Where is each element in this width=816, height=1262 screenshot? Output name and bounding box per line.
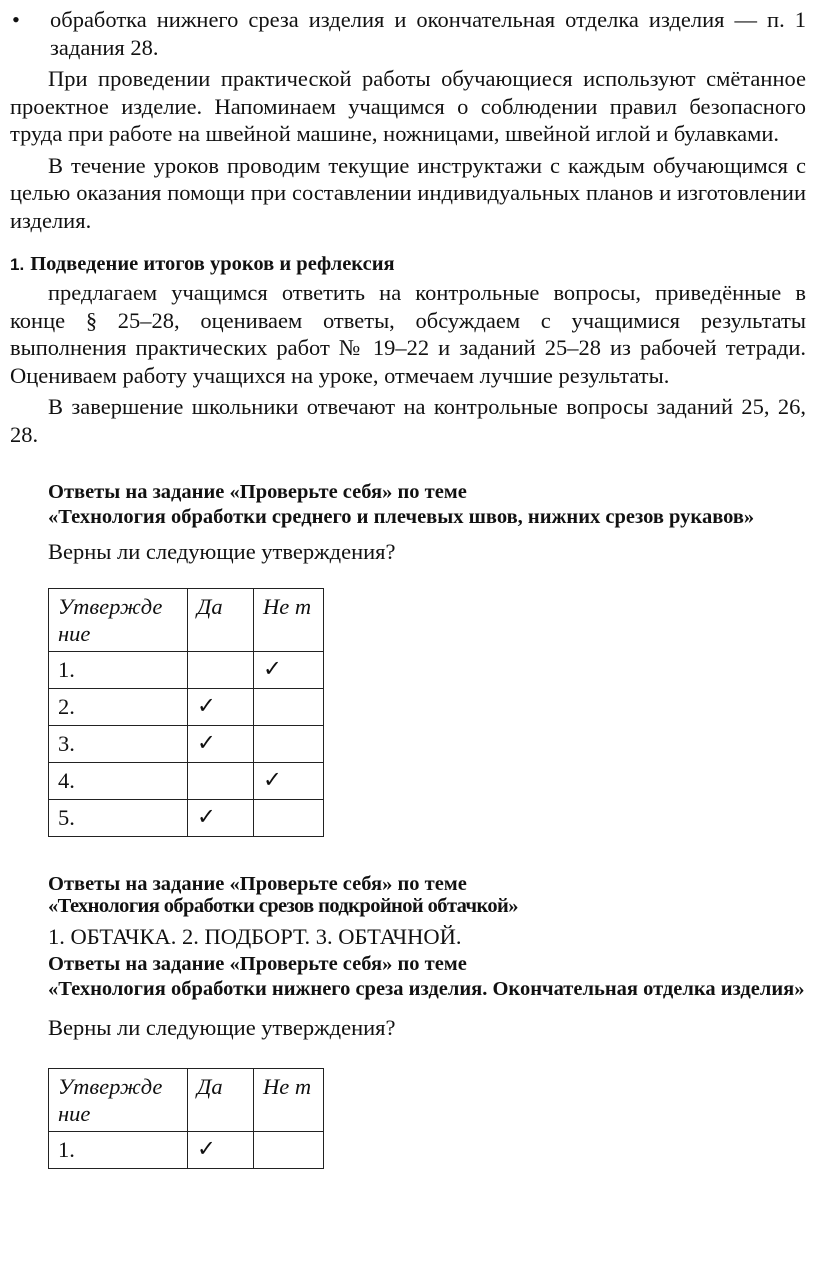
table-row [49, 762, 324, 799]
paragraph-summary: предлагаем учащимся ответить на контрольные вопросы, приведённые в конце § 25–28, оцениваем ответы, обсуждаем с учащимися результаты выполнения практических работ № 19–22 и заданий 25–28 из рабочей тетради. Оцениваем работу учащихся на уроке, отмечаем лучшие результаты. [10, 280, 806, 388]
block3-table [48, 1068, 324, 1169]
table-row [49, 799, 324, 836]
section-title: Подведение итогов уроков и рефлексия [30, 253, 395, 275]
bullet-symbol: • [12, 7, 20, 32]
bullet-item [10, 6, 806, 61]
answers-block-1 [10, 480, 806, 837]
table-row [49, 725, 324, 762]
block2-answers: 1. ОБТАЧКА. 2. ПОДБОРТ. 3. ОБТАЧНОЙ. [48, 923, 462, 949]
no-check-icon [254, 688, 324, 725]
table-header-row [49, 588, 324, 651]
no-check-icon [254, 1131, 324, 1168]
table-header-row [49, 1068, 324, 1131]
answers-block-3 [10, 952, 806, 1169]
block1-question: Верны ли следующие утверждения? [48, 539, 396, 564]
section-heading [10, 252, 806, 277]
block2-heading-line1: Ответы на задание «Проверьте себя» по теме [48, 872, 467, 895]
row-label: 2. [49, 688, 188, 725]
no-check-icon: ✓ [254, 762, 324, 799]
table-row [49, 1131, 324, 1168]
header-statement: Утвержде ние [49, 1068, 188, 1131]
document-page [10, 6, 806, 1169]
row-label: 4. [49, 762, 188, 799]
yes-check-icon: ✓ [188, 725, 254, 762]
header-yes: Да [188, 588, 254, 651]
header-no: Не т [254, 1068, 324, 1131]
paragraph-instructions: В течение уроков проводим текущие инструктажи с каждым обучающимся с целью оказания помощи при составлении индивидуальных планов и изготовлении изделия. [10, 152, 806, 233]
table-row [49, 688, 324, 725]
row-label: 1. [49, 651, 188, 688]
section-number: 1. [10, 255, 25, 274]
yes-check-icon: ✓ [188, 1131, 254, 1168]
yes-check-icon: ✓ [188, 688, 254, 725]
yes-check-icon [188, 762, 254, 799]
answers-block-2 [10, 873, 806, 951]
row-label: 1. [49, 1131, 188, 1168]
no-check-icon [254, 725, 324, 762]
block1-table [48, 588, 324, 837]
row-label: 3. [49, 725, 188, 762]
header-statement: Утвержде ние [49, 588, 188, 651]
yes-check-icon [188, 651, 254, 688]
table-row [49, 651, 324, 688]
block1-heading-line1: Ответы на задание «Проверьте себя» по теме [48, 481, 467, 503]
block3-question: Верны ли следующие утверждения? [48, 1015, 396, 1040]
row-label: 5. [49, 799, 188, 836]
block2-heading-line2: «Технология обработки срезов подкройной обтачкой» [48, 894, 518, 917]
header-no: Не т [254, 588, 324, 651]
bullet-text: обработка нижнего среза изделия и окончательная отделка изделия — п. 1 задания 28. [50, 7, 806, 60]
no-check-icon [254, 799, 324, 836]
no-check-icon: ✓ [254, 651, 324, 688]
paragraph-conclusion: В завершение школьники отвечают на контрольные вопросы заданий 25, 26, 28. [10, 394, 806, 447]
block1-heading-line2: «Технология обработки среднего и плечевых швов, нижних срезов рукавов» [48, 506, 755, 528]
block3-heading-line2: «Технология обработки нижнего среза изделия. Окончательная отделка изделия» [48, 978, 805, 1000]
paragraph-practical-work: При проведении практической работы обучающиеся используют смётанное проектное изделие. Напоминаем учащимся о соблюдении правил безопасного труда при работе на швейной машине, ножницами, швейной иглой и булавками. [10, 66, 806, 146]
yes-check-icon: ✓ [188, 799, 254, 836]
header-yes: Да [188, 1068, 254, 1131]
block3-heading-line1: Ответы на задание «Проверьте себя» по теме [48, 953, 467, 975]
